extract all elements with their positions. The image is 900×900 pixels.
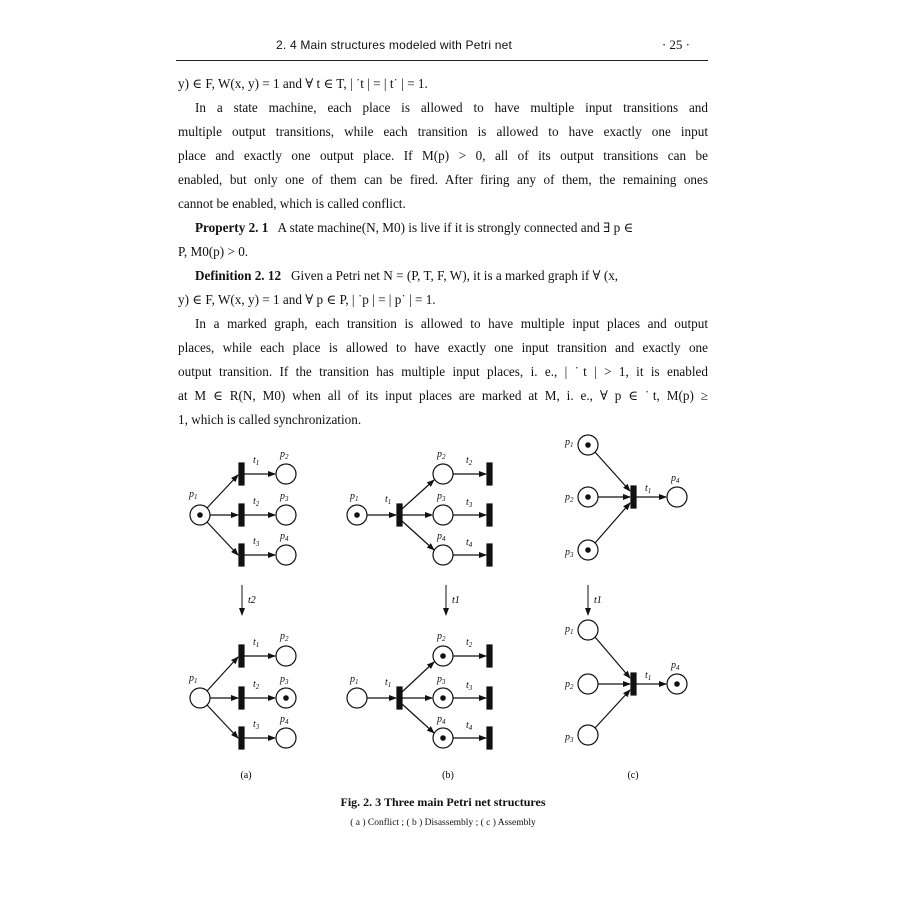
- text-line: enabled, but only one of them can be fired. After firing any of them, the remaining ones: [178, 172, 708, 187]
- transition-t3: [239, 544, 244, 566]
- token: [586, 443, 590, 447]
- place-p4: [433, 545, 453, 565]
- firing-label-c: t1: [594, 595, 602, 606]
- transition-t4: [487, 544, 492, 566]
- token: [441, 654, 445, 658]
- svg-text:p2: $p_2$: [280, 631, 289, 643]
- panel-c-label: (c): [627, 770, 639, 781]
- panel-a-after: [190, 645, 296, 749]
- svg-text:t4: $t_4$: [466, 720, 473, 732]
- svg-text:p2: $p_2$: [280, 449, 289, 461]
- text-line: In a marked graph, each transition is allowed to have multiple input places and output: [195, 316, 708, 331]
- svg-text:p4: $p_4$: [671, 660, 680, 672]
- text-line: output transition. If the transition has multiple input places, i. e., | ˙t | > 1, it is enabled: [178, 364, 708, 379]
- token: [355, 513, 359, 517]
- svg-text:p4: $p_4$: [437, 531, 446, 543]
- svg-text:t3: $t_3$: [253, 719, 260, 731]
- svg-text:p3: $p_3$: [565, 732, 574, 744]
- svg-text:t1: $t_1$: [253, 455, 260, 467]
- svg-text:p2: $p_2$: [437, 631, 446, 643]
- svg-text:p3: $p_3$: [437, 674, 446, 686]
- definition-2-12: [178, 264, 708, 312]
- svg-text:t1: $t_1$: [253, 637, 260, 649]
- token: [198, 513, 202, 517]
- svg-text:t1: $t_1$: [645, 483, 652, 495]
- text-line: 1, which is called synchronization.: [178, 412, 362, 427]
- transition-t3: [487, 504, 492, 526]
- svg-text:p1: $p_1$: [189, 489, 198, 501]
- svg-text:p3: $p_3$: [437, 491, 446, 503]
- text-line: multiple output transitions, while each transition is allowed to have exactly one input: [178, 124, 708, 139]
- svg-text:t1: $t_1$: [385, 494, 392, 506]
- panel-c-after: [578, 620, 687, 745]
- token: [675, 682, 679, 686]
- panel-b-before: [347, 463, 492, 566]
- panel-a-before: [190, 463, 296, 566]
- transition-t2: [487, 463, 492, 485]
- token: [441, 696, 445, 700]
- token: [284, 696, 288, 700]
- transition-t1: [397, 504, 402, 526]
- firing-label-a: t2: [248, 595, 256, 606]
- svg-text:p2: $p_2$: [565, 492, 574, 504]
- svg-text:t2: $t_2$: [466, 637, 473, 649]
- svg-text:t3: $t_3$: [466, 497, 473, 509]
- svg-text:p3: $p_3$: [280, 674, 289, 686]
- token: [586, 495, 590, 499]
- figure-subcaption: ( a ) Conflict ; ( b ) Disassembly ; ( c ) Assembly: [350, 818, 536, 828]
- property-text: A state machine(N, M0) is live if it is strongly connected and ∃ p ∈: [277, 220, 634, 235]
- figure-caption: Fig. 2. 3 Three main Petri net structures: [340, 795, 546, 809]
- transition-t1: [631, 486, 636, 508]
- page-number: · 25 ·: [661, 37, 690, 52]
- text-line: at M ∈ R(N, M0) when all of its input places are marked at M, i. e., ∀ p ∈ ˙t, M(p) ≥: [178, 388, 708, 403]
- svg-text:t1: $t_1$: [645, 670, 652, 682]
- svg-text:t1: $t_1$: [385, 677, 392, 689]
- svg-text:p1: $p_1$: [350, 491, 359, 503]
- text-line: place and exactly one output place. If M(p) > 0, all of its output transitions can be: [178, 148, 708, 163]
- svg-text:t2: $t_2$: [253, 496, 260, 508]
- panel-a-label: (a): [240, 770, 252, 781]
- svg-text:p3: $p_3$: [565, 547, 574, 559]
- svg-text:t4: $t_4$: [466, 537, 473, 549]
- header-rule: [176, 60, 708, 61]
- svg-text:p1: $p_1$: [565, 624, 574, 636]
- paragraph-marked-graph: [178, 312, 708, 432]
- place-p2: [433, 464, 453, 484]
- svg-text:t3: $t_3$: [466, 680, 473, 692]
- place-p3: [276, 505, 296, 525]
- panel-b-label: (b): [442, 770, 454, 781]
- svg-text:p2: $p_2$: [565, 679, 574, 691]
- property-label: Property 2. 1: [195, 220, 269, 235]
- svg-text:p4: $p_4$: [437, 714, 446, 726]
- property-2-1: [178, 216, 708, 264]
- text-line: In a state machine, each place is allowed to have multiple input transitions and: [195, 100, 708, 115]
- svg-text:t2: $t_2$: [253, 679, 260, 691]
- transition-t2: [239, 504, 244, 526]
- body-text: [178, 72, 708, 432]
- panel-c-before: [578, 435, 687, 560]
- panel-b-after: [347, 645, 492, 749]
- svg-text:p1: $p_1$: [565, 437, 574, 449]
- paragraph-state-machine: [178, 96, 708, 216]
- firing-label-b: t1: [452, 595, 460, 606]
- token: [441, 736, 445, 740]
- place-p4: [667, 487, 687, 507]
- place-p2: [276, 464, 296, 484]
- svg-text:t2: $t_2$: [466, 455, 473, 467]
- definition-label: Definition 2. 12: [195, 268, 282, 283]
- svg-text:p3: $p_3$: [280, 491, 289, 503]
- text-line: P, M0(p) > 0.: [178, 244, 249, 259]
- svg-text:p4: $p_4$: [280, 714, 289, 726]
- text-line: cannot be enabled, which is called conflict.: [178, 196, 406, 211]
- text-line: places, while each place is allowed to have exactly one input transition and exactly one: [178, 340, 708, 355]
- token: [586, 548, 590, 552]
- header-title: 2. 4 Main structures modeled with Petri net: [276, 38, 513, 52]
- transition-t1: [239, 463, 244, 485]
- svg-text:p4: $p_4$: [671, 473, 680, 485]
- definition-text: Given a Petri net N = (P, T, F, W), it is a marked graph if ∀ (x,: [290, 268, 619, 283]
- running-header: [176, 38, 708, 58]
- svg-text:p1: $p_1$: [189, 673, 198, 685]
- svg-text:p4: $p_4$: [280, 531, 289, 543]
- svg-text:p2: $p_2$: [437, 449, 446, 461]
- text-line: y) ∈ F, W(x, y) = 1 and ∀ t ∈ T, | ˙t | = | t˙ | = 1.: [178, 76, 428, 91]
- petri-net-figure: [170, 433, 730, 788]
- place-p4: [276, 545, 296, 565]
- text-line: y) ∈ F, W(x, y) = 1 and ∀ p ∈ P, | ˙p | = | p˙ | = 1.: [178, 292, 436, 307]
- svg-text:t3: $t_3$: [253, 536, 260, 548]
- svg-text:p1: $p_1$: [350, 674, 359, 686]
- place-p3: [433, 505, 453, 525]
